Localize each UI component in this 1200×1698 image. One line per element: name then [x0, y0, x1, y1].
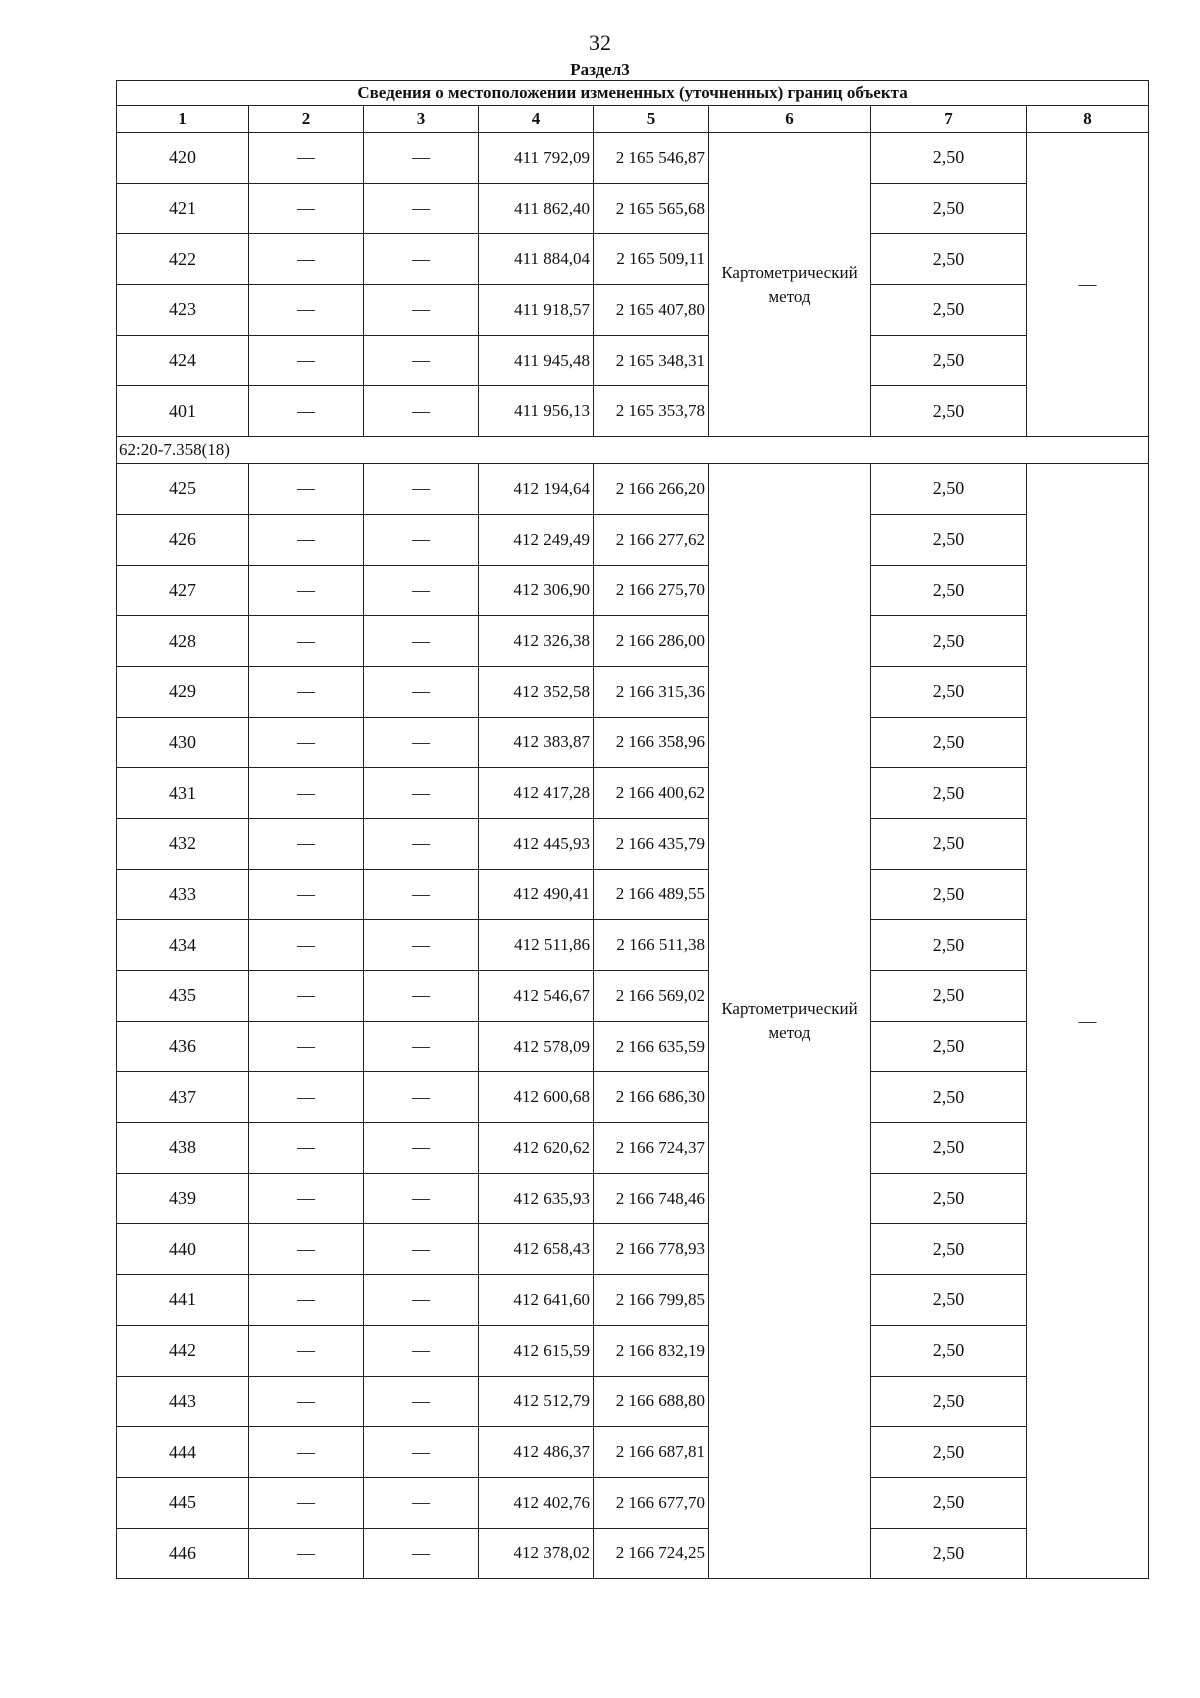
col-3-value: —: [364, 464, 479, 515]
accuracy-value: 2,50: [871, 234, 1027, 285]
x-coordinate: 412 417,28: [479, 768, 594, 819]
x-coordinate: 412 194,64: [479, 464, 594, 515]
point-number: 433: [117, 869, 249, 920]
col-3-value: —: [364, 133, 479, 184]
x-coordinate: 412 486,37: [479, 1427, 594, 1478]
table-row: [117, 1528, 1149, 1579]
y-coordinate: 2 166 286,00: [594, 616, 709, 667]
point-number: 425: [117, 464, 249, 515]
point-number: 429: [117, 666, 249, 717]
table-row: [117, 971, 1149, 1022]
x-coordinate: 411 945,48: [479, 335, 594, 386]
accuracy-value: 2,50: [871, 717, 1027, 768]
point-number: 440: [117, 1224, 249, 1275]
x-coordinate: 411 918,57: [479, 285, 594, 336]
point-number: 442: [117, 1325, 249, 1376]
col-3-value: —: [364, 768, 479, 819]
col-3-value: —: [364, 666, 479, 717]
point-number: 443: [117, 1376, 249, 1427]
accuracy-value: 2,50: [871, 666, 1027, 717]
x-coordinate: 412 635,93: [479, 1173, 594, 1224]
y-coordinate: 2 165 348,31: [594, 335, 709, 386]
section-title: Раздел3: [570, 60, 630, 79]
point-number: 424: [117, 335, 249, 386]
accuracy-value: 2,50: [871, 971, 1027, 1022]
y-coordinate: 2 166 687,81: [594, 1427, 709, 1478]
x-coordinate: 411 792,09: [479, 133, 594, 184]
x-coordinate: 412 578,09: [479, 1021, 594, 1072]
table-row: [117, 464, 1149, 515]
x-coordinate: 412 402,76: [479, 1477, 594, 1528]
y-coordinate: 2 165 509,11: [594, 234, 709, 285]
accuracy-value: 2,50: [871, 285, 1027, 336]
table-row: [117, 1173, 1149, 1224]
col-3-value: —: [364, 234, 479, 285]
col-3-value: —: [364, 565, 479, 616]
point-number: 401: [117, 386, 249, 437]
table-row: [117, 234, 1149, 285]
col-8-value: —: [1027, 133, 1149, 437]
col-3-value: —: [364, 1325, 479, 1376]
table-row: [117, 1021, 1149, 1072]
x-coordinate: 411 956,13: [479, 386, 594, 437]
x-coordinate: 412 511,86: [479, 920, 594, 971]
accuracy-value: 2,50: [871, 616, 1027, 667]
x-coordinate: 411 884,04: [479, 234, 594, 285]
y-coordinate: 2 166 315,36: [594, 666, 709, 717]
col-2-value: —: [249, 514, 364, 565]
accuracy-value: 2,50: [871, 1275, 1027, 1326]
accuracy-value: 2,50: [871, 133, 1027, 184]
table-body: [117, 133, 1149, 1579]
point-number: 426: [117, 514, 249, 565]
col-2-value: —: [249, 386, 364, 437]
y-coordinate: 2 166 688,80: [594, 1376, 709, 1427]
col-2-value: —: [249, 616, 364, 667]
table-row: [117, 285, 1149, 336]
col-3-value: —: [364, 1477, 479, 1528]
determination-method: Картометрический метод: [709, 133, 871, 437]
col-2-value: —: [249, 133, 364, 184]
page-number: 32: [589, 30, 611, 55]
y-coordinate: 2 166 724,25: [594, 1528, 709, 1579]
col-2-value: —: [249, 1427, 364, 1478]
col-3-value: —: [364, 971, 479, 1022]
y-coordinate: 2 165 546,87: [594, 133, 709, 184]
column-header-2: 2: [249, 106, 364, 133]
accuracy-value: 2,50: [871, 1224, 1027, 1275]
table-row: [117, 1224, 1149, 1275]
x-coordinate: 412 326,38: [479, 616, 594, 667]
accuracy-value: 2,50: [871, 869, 1027, 920]
y-coordinate: 2 166 799,85: [594, 1275, 709, 1326]
col-2-value: —: [249, 1477, 364, 1528]
col-3-value: —: [364, 1275, 479, 1326]
col-3-value: —: [364, 1123, 479, 1174]
col-3-value: —: [364, 818, 479, 869]
table-row: [117, 565, 1149, 616]
point-number: 421: [117, 183, 249, 234]
col-3-value: —: [364, 1072, 479, 1123]
col-3-value: —: [364, 1021, 479, 1072]
point-number: 438: [117, 1123, 249, 1174]
point-number: 422: [117, 234, 249, 285]
point-number: 420: [117, 133, 249, 184]
y-coordinate: 2 166 686,30: [594, 1072, 709, 1123]
table-header-row: [117, 106, 1149, 133]
column-header-5: 5: [594, 106, 709, 133]
accuracy-value: 2,50: [871, 1528, 1027, 1579]
y-coordinate: 2 166 489,55: [594, 869, 709, 920]
col-2-value: —: [249, 464, 364, 515]
x-coordinate: 412 445,93: [479, 818, 594, 869]
point-number: 441: [117, 1275, 249, 1326]
accuracy-value: 2,50: [871, 1427, 1027, 1478]
determination-method: Картометрический метод: [709, 464, 871, 1579]
table-row: [117, 335, 1149, 386]
table-row: [117, 386, 1149, 437]
point-number: 432: [117, 818, 249, 869]
col-2-value: —: [249, 285, 364, 336]
y-coordinate: 2 166 435,79: [594, 818, 709, 869]
col-3-value: —: [364, 869, 479, 920]
col-2-value: —: [249, 768, 364, 819]
col-3-value: —: [364, 616, 479, 667]
point-number: 423: [117, 285, 249, 336]
y-coordinate: 2 166 275,70: [594, 565, 709, 616]
y-coordinate: 2 166 358,96: [594, 717, 709, 768]
column-header-8: 8: [1027, 106, 1149, 133]
accuracy-value: 2,50: [871, 514, 1027, 565]
col-2-value: —: [249, 1325, 364, 1376]
y-coordinate: 2 166 511,38: [594, 920, 709, 971]
col-3-value: —: [364, 1376, 479, 1427]
column-header-6: 6: [709, 106, 871, 133]
col-2-value: —: [249, 565, 364, 616]
y-coordinate: 2 166 635,59: [594, 1021, 709, 1072]
x-coordinate: 412 600,68: [479, 1072, 594, 1123]
y-coordinate: 2 166 266,20: [594, 464, 709, 515]
x-coordinate: 412 658,43: [479, 1224, 594, 1275]
accuracy-value: 2,50: [871, 920, 1027, 971]
y-coordinate: 2 166 832,19: [594, 1325, 709, 1376]
col-2-value: —: [249, 869, 364, 920]
col-8-value: —: [1027, 464, 1149, 1579]
col-2-value: —: [249, 1376, 364, 1427]
accuracy-value: 2,50: [871, 565, 1027, 616]
col-2-value: —: [249, 920, 364, 971]
x-coordinate: 412 306,90: [479, 565, 594, 616]
accuracy-value: 2,50: [871, 1021, 1027, 1072]
col-2-value: —: [249, 1173, 364, 1224]
point-number: 431: [117, 768, 249, 819]
col-2-value: —: [249, 717, 364, 768]
x-coordinate: 412 620,62: [479, 1123, 594, 1174]
col-3-value: —: [364, 514, 479, 565]
y-coordinate: 2 166 569,02: [594, 971, 709, 1022]
y-coordinate: 2 166 277,62: [594, 514, 709, 565]
y-coordinate: 2 166 677,70: [594, 1477, 709, 1528]
col-2-value: —: [249, 818, 364, 869]
x-coordinate: 412 512,79: [479, 1376, 594, 1427]
point-number: 444: [117, 1427, 249, 1478]
point-number: 434: [117, 920, 249, 971]
table-caption: Сведения о местоположении измененных (уточненных) границ объекта: [117, 81, 1149, 106]
y-coordinate: 2 165 407,80: [594, 285, 709, 336]
boundary-coordinates-table: [116, 80, 1149, 1579]
accuracy-value: 2,50: [871, 1123, 1027, 1174]
col-2-value: —: [249, 183, 364, 234]
table-row: [117, 514, 1149, 565]
accuracy-value: 2,50: [871, 1072, 1027, 1123]
point-number: 437: [117, 1072, 249, 1123]
table-row: [117, 1275, 1149, 1326]
table-row: [117, 183, 1149, 234]
table-row: [117, 920, 1149, 971]
cadastral-group-label: 62:20-7.358(18): [117, 437, 1149, 464]
point-number: 446: [117, 1528, 249, 1579]
accuracy-value: 2,50: [871, 386, 1027, 437]
accuracy-value: 2,50: [871, 335, 1027, 386]
col-3-value: —: [364, 1528, 479, 1579]
accuracy-value: 2,50: [871, 1325, 1027, 1376]
col-3-value: —: [364, 1427, 479, 1478]
table-row: [117, 1072, 1149, 1123]
y-coordinate: 2 165 565,68: [594, 183, 709, 234]
table-row: [117, 1477, 1149, 1528]
accuracy-value: 2,50: [871, 464, 1027, 515]
x-coordinate: 412 383,87: [479, 717, 594, 768]
column-header-1: 1: [117, 106, 249, 133]
group-label-row: [117, 437, 1149, 464]
col-2-value: —: [249, 1072, 364, 1123]
col-3-value: —: [364, 1224, 479, 1275]
col-2-value: —: [249, 1275, 364, 1326]
column-header-3: 3: [364, 106, 479, 133]
col-3-value: —: [364, 1173, 479, 1224]
table-row: [117, 666, 1149, 717]
table-row: [117, 1123, 1149, 1174]
table-row: [117, 768, 1149, 819]
point-number: 439: [117, 1173, 249, 1224]
col-2-value: —: [249, 1224, 364, 1275]
col-2-value: —: [249, 335, 364, 386]
x-coordinate: 412 615,59: [479, 1325, 594, 1376]
table-row: [117, 1427, 1149, 1478]
x-coordinate: 412 641,60: [479, 1275, 594, 1326]
table-row: [117, 1376, 1149, 1427]
accuracy-value: 2,50: [871, 183, 1027, 234]
col-2-value: —: [249, 1528, 364, 1579]
point-number: 430: [117, 717, 249, 768]
x-coordinate: 412 546,67: [479, 971, 594, 1022]
point-number: 445: [117, 1477, 249, 1528]
col-3-value: —: [364, 285, 479, 336]
accuracy-value: 2,50: [871, 1477, 1027, 1528]
col-3-value: —: [364, 386, 479, 437]
x-coordinate: 412 352,58: [479, 666, 594, 717]
point-number: 427: [117, 565, 249, 616]
col-3-value: —: [364, 920, 479, 971]
col-2-value: —: [249, 1021, 364, 1072]
x-coordinate: 412 249,49: [479, 514, 594, 565]
table-row: [117, 818, 1149, 869]
x-coordinate: 412 490,41: [479, 869, 594, 920]
table-row: [117, 1325, 1149, 1376]
col-3-value: —: [364, 335, 479, 386]
table-row: [117, 869, 1149, 920]
col-3-value: —: [364, 717, 479, 768]
accuracy-value: 2,50: [871, 768, 1027, 819]
point-number: 435: [117, 971, 249, 1022]
table-row: [117, 616, 1149, 667]
col-2-value: —: [249, 666, 364, 717]
point-number: 428: [117, 616, 249, 667]
accuracy-value: 2,50: [871, 1376, 1027, 1427]
x-coordinate: 411 862,40: [479, 183, 594, 234]
accuracy-value: 2,50: [871, 818, 1027, 869]
y-coordinate: 2 165 353,78: [594, 386, 709, 437]
y-coordinate: 2 166 748,46: [594, 1173, 709, 1224]
y-coordinate: 2 166 724,37: [594, 1123, 709, 1174]
table-row: [117, 717, 1149, 768]
y-coordinate: 2 166 400,62: [594, 768, 709, 819]
accuracy-value: 2,50: [871, 1173, 1027, 1224]
col-3-value: —: [364, 183, 479, 234]
table-row: [117, 133, 1149, 184]
x-coordinate: 412 378,02: [479, 1528, 594, 1579]
column-header-4: 4: [479, 106, 594, 133]
col-2-value: —: [249, 234, 364, 285]
column-header-7: 7: [871, 106, 1027, 133]
y-coordinate: 2 166 778,93: [594, 1224, 709, 1275]
col-2-value: —: [249, 971, 364, 1022]
point-number: 436: [117, 1021, 249, 1072]
col-2-value: —: [249, 1123, 364, 1174]
